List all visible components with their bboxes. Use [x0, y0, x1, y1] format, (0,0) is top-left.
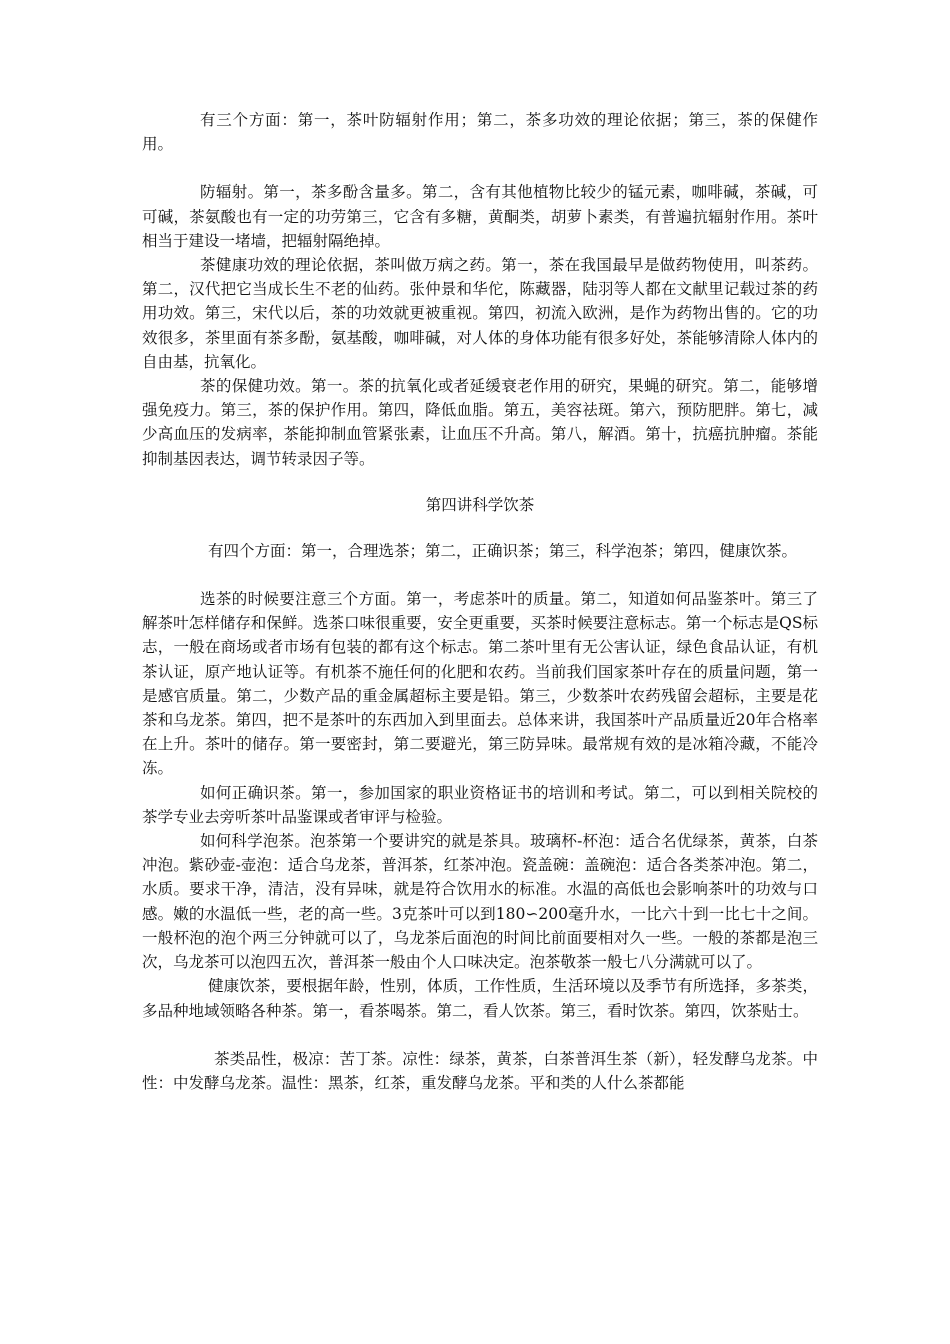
paragraph-theory: 茶健康功效的理论依据，茶叫做万病之药。第一，茶在我国最早是做药物使用，叫茶药。第二，汉代把它当成长生不老的仙药。张仲景和华佗，陈藏器，陆羽等人都在文献里记载过茶的药用功效。第三，宋代以后，茶的功效就更被重视。第四，初流入欧洲，是作为药物出售的。它的功效很多，茶里面有茶多酚，氨基酸，咖啡碱，对人体的身体功能有很多好处，茶能够清除人体内的自由基，抗氧化。 [142, 256, 818, 371]
paragraph-select-tea: 选茶的时候要注意三个方面。第一，考虑茶叶的质量。第二，知道如何品鉴茶叶。第三了解茶叶怎样储存和保鲜。选茶口味很重要，安全更重要，买茶时候要注意标志。第一个标志是QS标志，一般在商场或者市场有包装的都有这个标志。第二茶叶里有无公害认证，绿色食品认证，有机茶认证，原产地认证等。有机茶不施任何的化肥和农药。当前我们国家茶叶存在的质量问题，第一是感官质量。第二，少数产品的重金属超标主要是铅。第三，少数茶叶农药残留会超标，主要是花茶和乌龙茶。第四，把不是茶叶的东西加入到里面去。总体来讲，我国茶叶产品质量近20年合格率在上升。茶叶的储存。第一要密封，第二要避光，第三防异味。最常规有效的是冰箱冷藏，不能冷冻。 [142, 590, 818, 778]
document-page [142, 108, 818, 1095]
paragraph-health-care: 茶的保健功效。第一。茶的抗氧化或者延缓衰老作用的研究，果蝇的研究。第二，能够增强免疫力。第三，茶的保护作用。第四，降低血脂。第五，美容祛斑。第六，预防肥胖。第七，减少高血压的发病率，茶能抑制血管紧张素，让血压不升高。第八，解酒。第十，抗癌抗肿瘤。茶能抑制基因表达，调节转录因子等。 [142, 377, 818, 468]
section-heading: 第四讲科学饮茶 [425, 495, 535, 514]
paragraph-identify-tea: 如何正确识茶。第一，参加国家的职业资格证书的培训和考试。第二，可以到相关院校的茶学专业去旁听茶叶品鉴课或者审评与检验。 [142, 783, 818, 826]
paragraph-brew-tea: 如何科学泡茶。泡茶第一个要讲究的就是茶具。玻璃杯-杯泡：适合名优绿茶，黄茶，白茶冲泡。紫砂壶-壶泡：适合乌龙茶，普洱茶，红茶冲泡。瓷盖碗：盖碗泡：适合各类茶冲泡。第二，水质。要求干净，清洁，没有异味，就是符合饮用水的标准。水温的高低也会影响茶叶的功效与口感。嫩的水温低一些，老的高一些。3克茶叶可以到180∽200毫升水，一比六十到一比七十之间。一般杯泡的泡个两三分钟就可以了，乌龙茶后面泡的时间比前面要相对久一些。一般的茶都是泡三次，乌龙茶可以泡四五次，普洱茶一般由个人口味决定。泡茶敬茶一般七八分满就可以了。 [142, 832, 818, 972]
paragraph-four-aspects: 有四个方面：第一，合理选茶；第二，正确识茶；第三，科学泡茶；第四，健康饮茶。 [208, 541, 798, 560]
spacer [142, 156, 818, 180]
paragraph-tea-properties: 茶类品性，极凉：苦丁茶。凉性：绿茶，黄茶，白茶普洱生茶（新），轻发酵乌龙茶。中性：中发酵乌龙茶。温性：黑茶，红茶，重发酵乌龙茶。平和类的人什么茶都能 [142, 1049, 818, 1092]
spacer [142, 563, 818, 587]
spacer [142, 517, 818, 539]
paragraph-radiation: 防辐射。第一，茶多酚含量多。第二，含有其他植物比较少的锰元素，咖啡碱，茶碱，可可碱，茶氨酸也有一定的功劳第三，它含有多糖，黄酮类，胡萝卜素类，有普遍抗辐射作用。茶叶相当于建设一堵墙，把辐射隔绝掉。 [142, 183, 818, 250]
spacer [142, 1023, 818, 1047]
spacer [142, 471, 818, 493]
paragraph-healthy-drinking: 健康饮茶，要根据年龄，性别，体质，工作性质，生活环境以及季节有所选择，多茶类，多品种地域领略各种茶。第一，看茶喝茶。第二，看人饮茶。第三，看时饮茶。第四，饮茶贴士。 [142, 977, 818, 1020]
paragraph-overview: 有三个方面：第一，茶叶防辐射作用；第二，茶多功效的理论依据；第三，茶的保健作用。 [142, 111, 818, 154]
